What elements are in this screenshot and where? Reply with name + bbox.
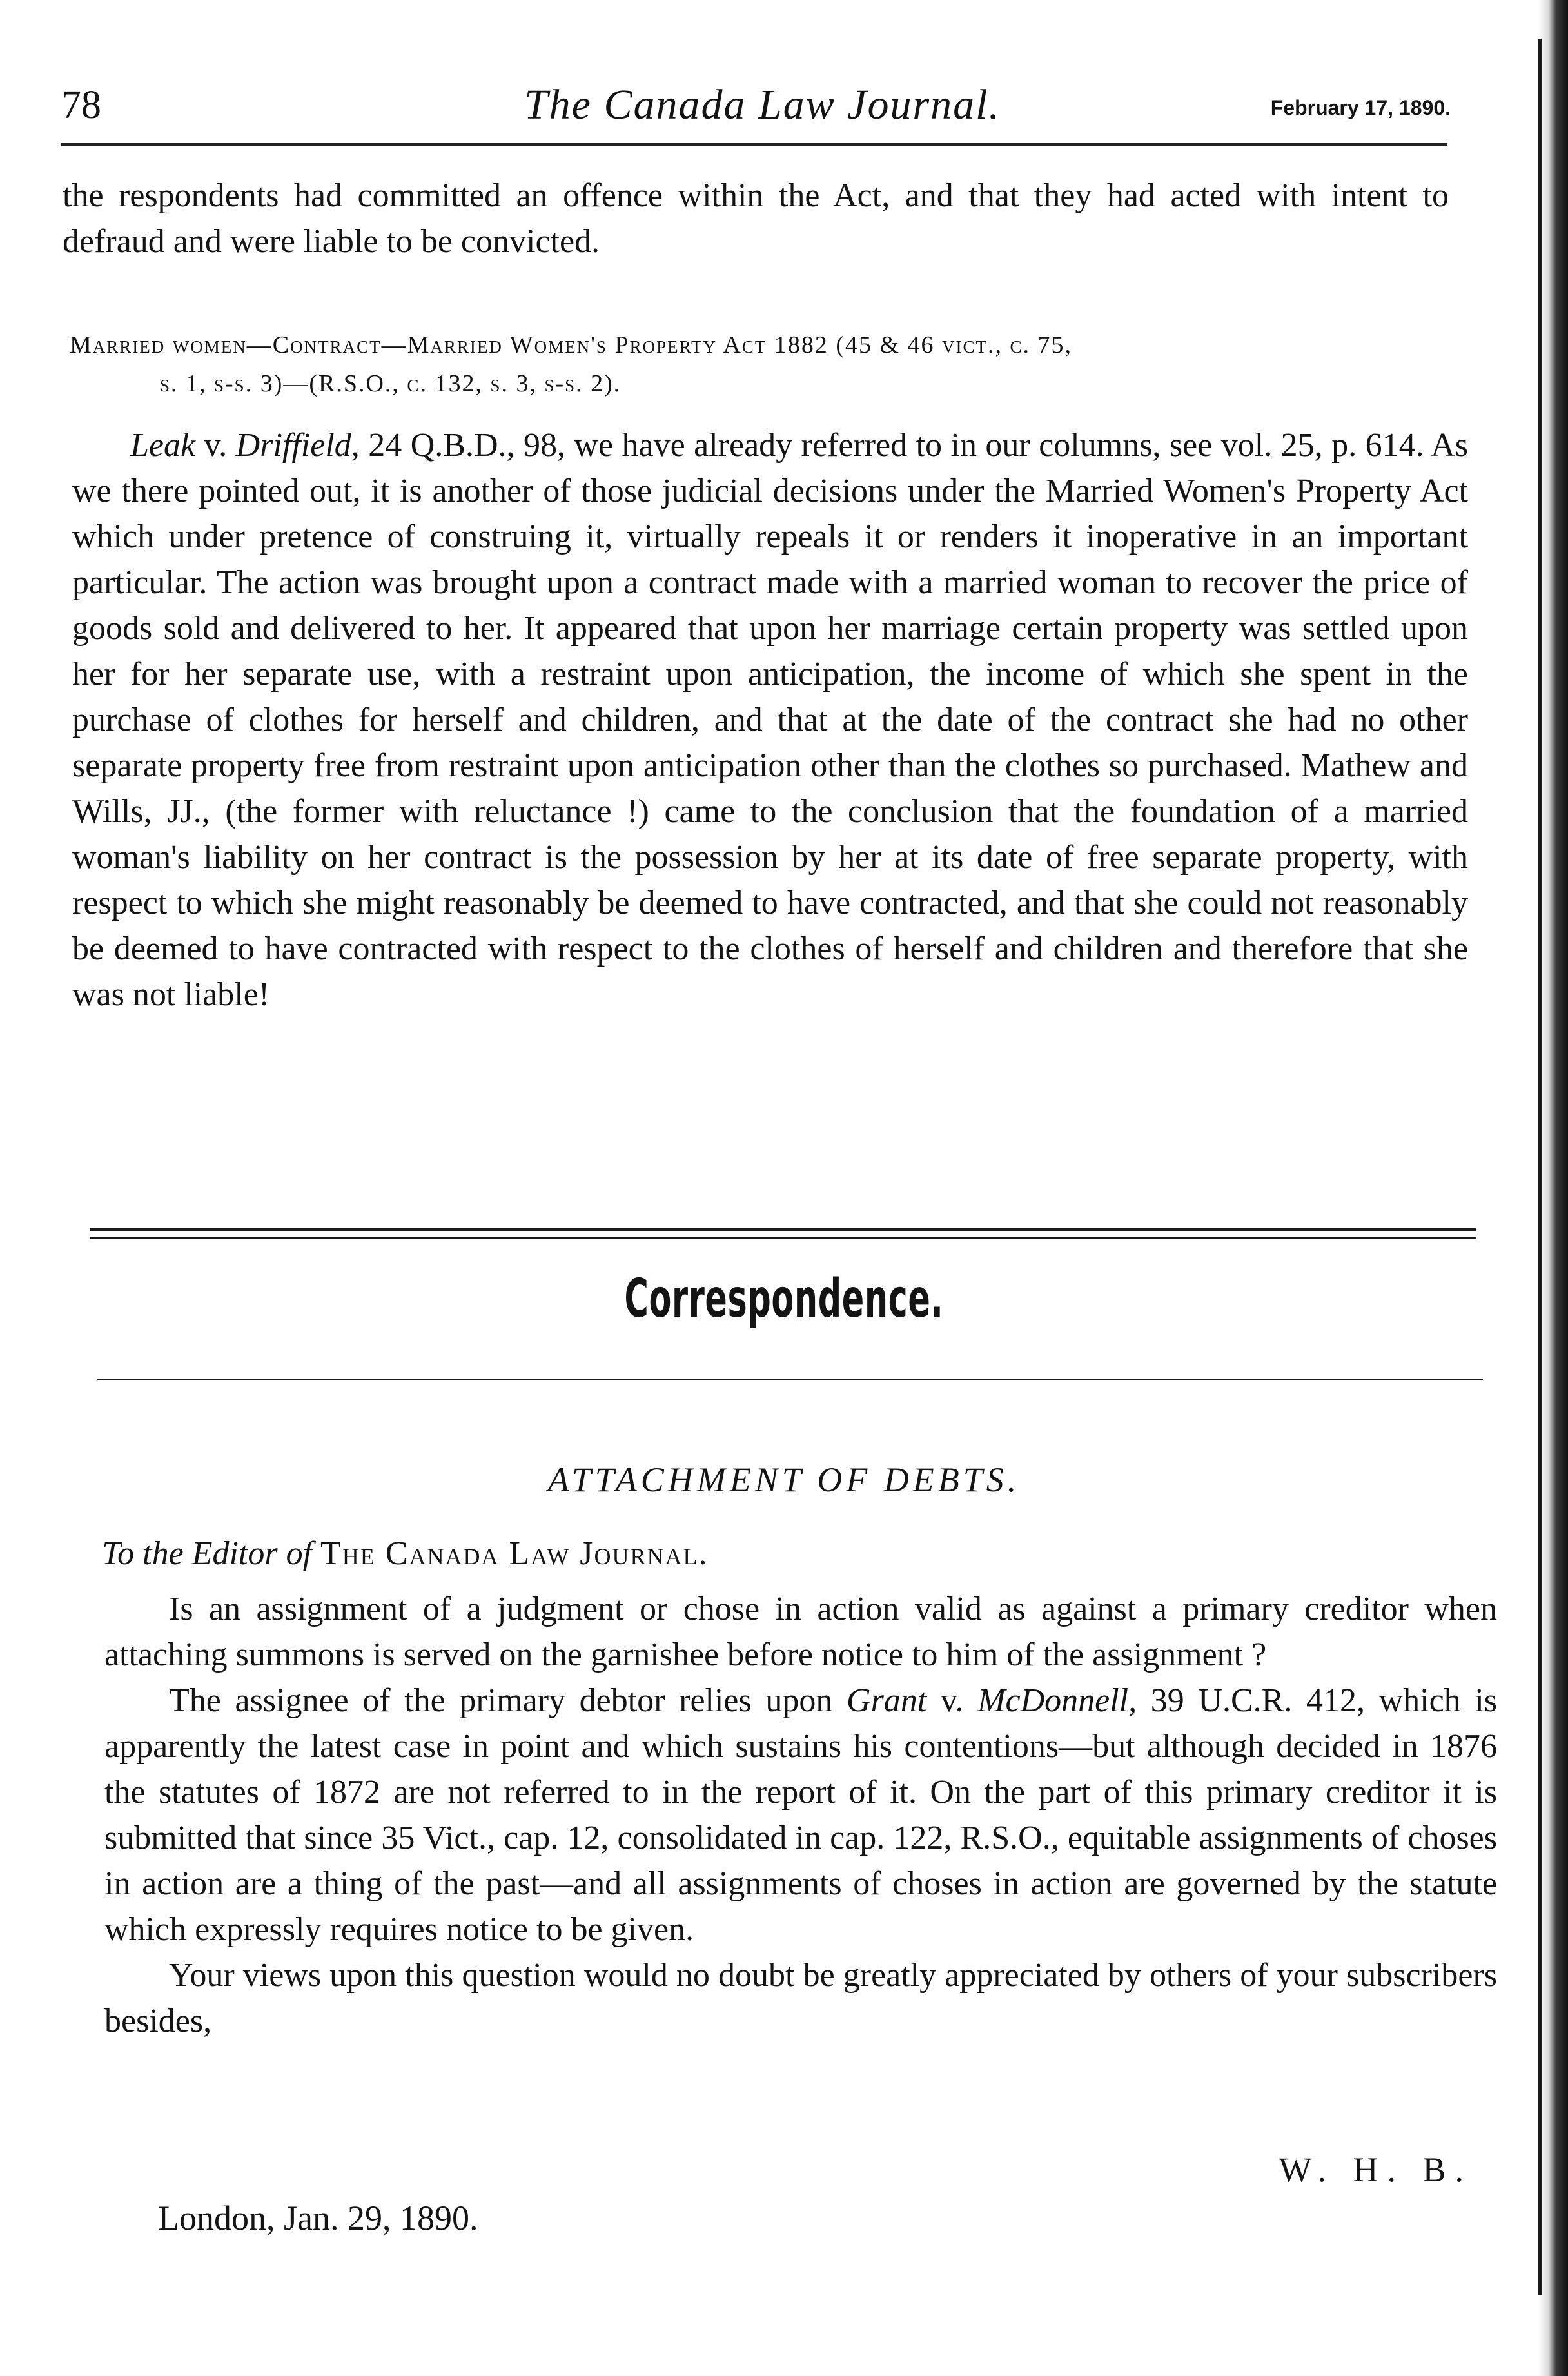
para2-versus: v. [926,1682,978,1719]
letter-place-date: London, Jan. 29, 1890. [158,2199,478,2237]
case-heading-line-2: s. 1, s-s. 3)—(R.S.O., c. 132, s. 3, s-s. 2). [160,370,622,397]
case-name-leak: Leak [130,427,196,464]
case-name-mcdonnell: McDonnell, [977,1682,1137,1719]
page-number: 78 [61,83,101,127]
section-divider-top [90,1228,1476,1231]
page-header [61,76,1464,134]
scan-edge-line [1538,39,1542,2295]
letter-paragraph-2 [104,1678,1497,1952]
issue-date: February 17, 1890. [1270,96,1451,119]
letter-body [104,1586,1497,2044]
case-note-text: , 24 Q.B.D., 98, we have already referred to in our columns, see vol. 25, p. 614. As we there pointed out, it is another of those judicial decisions under the Married Women's Property Act which under pretence of construing it, virtually repeals it or renders it inoperative in an important particular. The action was brought upon a contract made with a married woman to recover the price of goods sold and delivered to her. It appeared that upon her marriage certain property was settled upon her for her separate use, with a restraint upon anticipation, the income of which she spent in the purchase of clothes for herself and children, and that at the date of the contract she had no other separate property free from restraint upon anticipation other than the clothes so purchased. Mathew and Wills, JJ., (the former with reluctance !) came to the conclusion that the foundation of a married woman's liability on her contract is the possession by her at its date of free separate property, with respect to which she might reasonably be deemed to have contracted, and that she could not reasonably be deemed to have contracted with respect to the clothes of herself and children and therefore that she was not liable! [72,427,1468,1013]
section-divider-bottom [90,1237,1476,1239]
letter-title: ATTACHMENT OF DEBTS. [547,1460,1021,1499]
case-name-grant: Grant [847,1682,927,1719]
salutation-prefix: To the Editor of [102,1535,313,1572]
continuation-paragraph: the respondents had committed an offence within the Act, and that they had acted with intent to defraud and were liable to be convicted. [63,177,1449,260]
case-name-driffield: Driffield [235,427,351,464]
scan-edge-shadow [1538,0,1568,2376]
para2-rest: 39 U.C.R. 412, which is apparently the latest case in point and which sustains his contentions—but although decided in 1876 the statutes of 1872 are not referred to in the report of it. On the part of this primary creditor it is submitted that since 35 Vict., cap. 12, consolidated in cap. 122, R.S.O., equitable assignments of choses in action are a thing of the past—and all assignments of choses in action are governed by the statute which expressly requires notice to be given. [104,1682,1498,1948]
letter-salutation [102,1528,709,1580]
section-title-rule [97,1379,1483,1380]
letter-paragraph-1: Is an assignment of a judgment or chose in action valid as against a primary creditor when attaching summons is served on the garnishee before notice to him of the assignment ? [104,1591,1497,1673]
header-rule [61,143,1447,146]
letter-paragraph-3: Your views upon this question would no doubt be greatly appreciated by others of your subscribers besides, [104,1957,1497,2039]
case-note-body [72,422,1468,1017]
para2-intro: The assignee of the primary debtor relies upon [169,1682,847,1719]
journal-title: The Canada Law Journal. [524,81,1001,128]
salutation-journal: The Canada Law Journal. [320,1535,709,1572]
section-title: Correspondence. [624,1268,944,1330]
case-note-heading [70,326,1456,403]
case-versus: v. [195,427,236,464]
letter-signature: W. H. B. [1279,2150,1473,2189]
case-heading-line-1: Married women—Contract—Married Women's Property Act 1882 (45 & 46 vict., c. 75, [70,331,1073,358]
